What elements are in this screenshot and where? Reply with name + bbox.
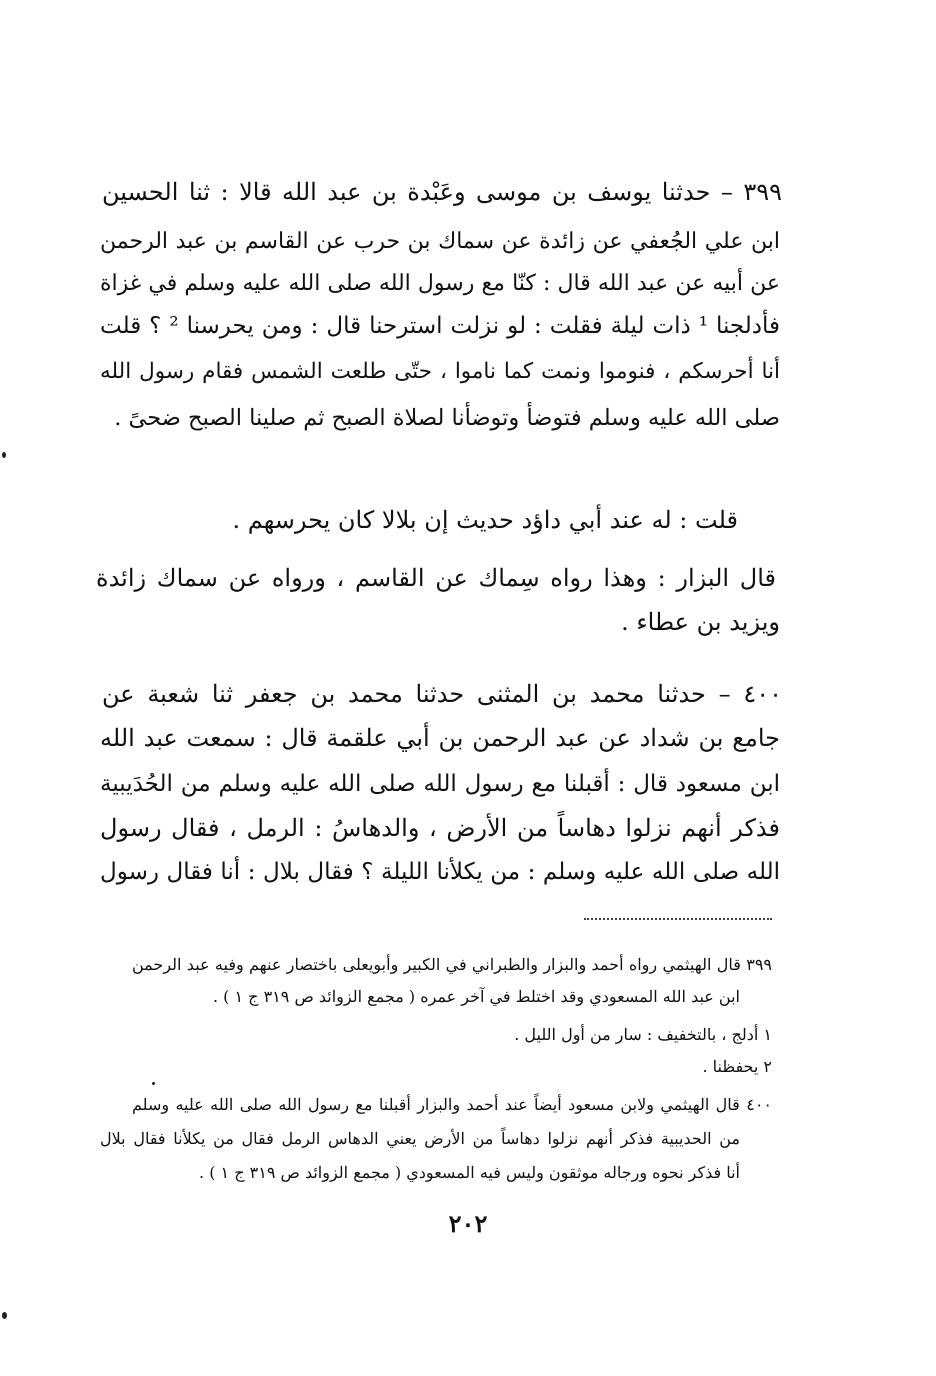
hadith-400-line-5: الله صلى الله عليه وسلم : من يكلأنا الليلة ؟ فقال بلال : أنا فقال رسول	[100, 859, 780, 885]
footnote-400-line-1: ٤٠٠ قال الهيثمي ولابن مسعود أيضاً عند أحمد والبزار أقبلنا مع رسول الله صلى الله عليه وسلم	[132, 1095, 772, 1114]
footnote-399-line-2: ابن عبد الله المسعودي وقد اختلط في آخر عمره ( مجمع الزوائد ص ٣١٩ ج ١ ) .	[212, 987, 740, 1006]
hadith-399-line-3: عن أبيه عن عبد الله قال : كنّا مع رسول الله صلى الله عليه وسلم في غزاة	[100, 271, 780, 296]
bazzar-note-line-1: قال البزار : وهذا رواه سِماك عن القاسم ، ورواه عن سماك زائدة	[96, 564, 776, 592]
hadith-400-line-4: فذكر أنهم نزلوا دهاساً من الأرض ، والدهاسُ : الرمل ، فقال رسول	[100, 814, 780, 842]
hadith-400-line-1: ٤٠٠ – حدثنا محمد بن المثنى حدثنا محمد بن جعفر ثنا شعبة عن	[102, 680, 782, 708]
hadith-399-line-4: فأدلجنا ¹ ذات ليلة فقلت : لو نزلت استرحنا قال : ومن يحرسنا ² ؟ قلت	[100, 313, 781, 339]
hadith-399-line-6: صلى الله عليه وسلم فتوضأ وتوضأنا لصلاة الصبح ثم صلينا الصبح ضحىً .	[114, 405, 780, 431]
footnote-1: ١ أدلج ، بالتخفيف : سار من أول الليل .	[514, 1025, 772, 1044]
footnote-400-line-2: من الحديبية فذكر أنهم نزلوا دهاساً من الأرض يعني الدهاس الرمل فقال من يكلأنا فقال بلال	[100, 1129, 741, 1148]
hadith-400-line-3: ابن مسعود قال : أقبلنا مع رسول الله صلى الله عليه وسلم من الحُدَيبية	[100, 771, 780, 797]
scan-speck	[2, 1312, 7, 1319]
scan-speck	[152, 1082, 155, 1085]
footnote-separator	[584, 918, 772, 920]
hadith-399-line-5: أنا أحرسكم ، فنوموا ونمت كما ناموا ، حتّى طلعت الشمس فقام رسول الله	[100, 359, 780, 384]
bazzar-note-line-2: ويزيد بن عطاء .	[621, 608, 780, 636]
footnote-2: ٢ يحفظنا .	[702, 1057, 772, 1076]
hadith-400-line-2: جامع بن شداد عن عبد الرحمن بن أبي علقمة قال : سمعت عبد الله	[100, 724, 780, 752]
hadith-399-line-2: ابن علي الجُعفي عن زائدة عن سماك بن حرب عن القاسم بن عبد الرحمن	[100, 229, 780, 254]
qultu-note: قلت : له عند أبي داؤد حديث إن بلالا كان يحرسهم .	[232, 506, 738, 534]
footnote-399-line-1: ٣٩٩ قال الهيثمي رواه أحمد والبزار والطبراني في الكبير وأبويعلى باختصار عنهم وفيه عبد الرحمن	[132, 955, 772, 974]
footnote-400-line-3: أنا فذكر نحوه ورجاله موثقون وليس فيه المسعودي ( مجمع الزوائد ص ٣١٩ ج ١ ) .	[199, 1163, 740, 1182]
scan-speck	[2, 452, 6, 458]
page-number: ٢٠٢	[448, 1209, 488, 1238]
hadith-399-line-1: ٣٩٩ – حدثنا يوسف بن موسى وعَبْدة بن عبد الله قالا : ثنا الحسين	[102, 178, 782, 206]
